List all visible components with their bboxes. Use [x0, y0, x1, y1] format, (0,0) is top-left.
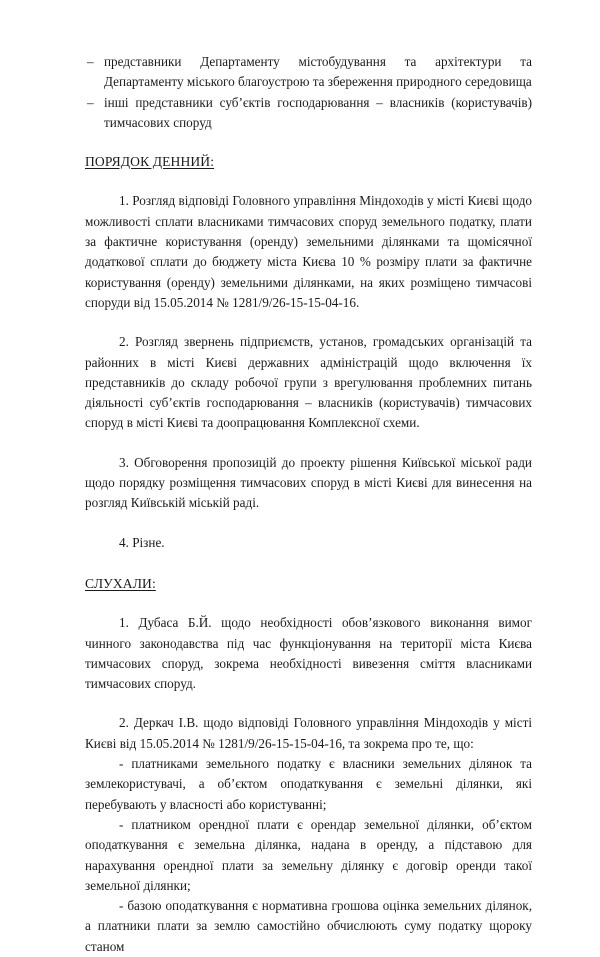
list-item [85, 52, 532, 93]
agenda-item-2: 2. Розгляд звернень підприємств, установ, громадських організацій та районних в місті Києві державних адміністрацій щодо включення їх представників до складу робочої групи з врегулювання проблемних питань діяльності суб’єктів господарювання – власників (користувачів) тимчасових споруд в місті Києві та доопрацювання Комплексної схеми. [85, 334, 532, 431]
heard-item-2: 2. Деркач І.В. щодо відповіді Головного управління Міндоходів у місті Києві від 15.05.2014 № 1281/9/26-15-15-04-16, та зокрема про те, що: [85, 715, 532, 751]
heard-item-1: 1. Дубаса Б.Й. щодо необхідності обов’язкового виконання вимог чинного законодавства під час функціонування на території міста Києва тимчасових споруд, зокрема необхідності вивезення сміття власниками тимчасових споруд. [85, 615, 532, 692]
agenda-heading: ПОРЯДОК ДЕННИЙ: [85, 154, 215, 170]
list-item-text: інші представники суб’єктів господарювання – власників (користувачів) тимчасових споруд [104, 94, 532, 130]
list-item [85, 93, 532, 134]
heard-subitem-1: - платниками земельного податку є власники земельних ділянок та землекористувачі, а об’єктом оподаткування є земельні ділянки, які перебувають у власності або користуванні; [85, 756, 532, 812]
heard-subitem-2: - платником орендної плати є орендар земельної ділянки, об’єктом оподаткування є земельна ділянка, надана в оренду, а підставою для нарахування орендної плати за земельну ділянку є договір оренди такої земельної ділянки; [85, 816, 532, 893]
list-item-text: представники Департаменту містобудування та архітектури та Департаменту міського благоустрою та збереження природного середовища [104, 54, 532, 90]
agenda-item-3: 3. Обговорення пропозицій до проекту рішення Київської міської ради щодо порядку розміщення тимчасових споруд в місті Києві для винесення на розгляд Київській міській раді. [85, 454, 532, 511]
agenda-item-1: 1. Розгляд відповіді Головного управління Міндоходів у місті Києві щодо можливості сплати власниками тимчасових споруд земельного податку, плати за фактичне користування (оренду) земельними ділянками та щомісячної додаткової сплати до бюджету міста Києва 10 % розміру плати за фактичне користування (оренду) земельними ділянками, на яких розміщено тимчасові споруди від 15.05.2014 № 1281/9/26-15-15-04-16. [85, 193, 532, 310]
agenda-item-4: 4. Різне. [119, 534, 165, 550]
heard-subitem-3: - базою оподаткування є нормативна грошова оцінка земельних ділянок, а платники плати за землю самостійно обчислюють суму податку щороку станом [85, 898, 532, 954]
document-body [85, 52, 532, 957]
dash-bullet-icon: – [87, 94, 94, 110]
participants-list [85, 52, 532, 133]
dash-bullet-icon: – [87, 54, 94, 69]
heard-heading: СЛУХАЛИ: [85, 575, 156, 591]
